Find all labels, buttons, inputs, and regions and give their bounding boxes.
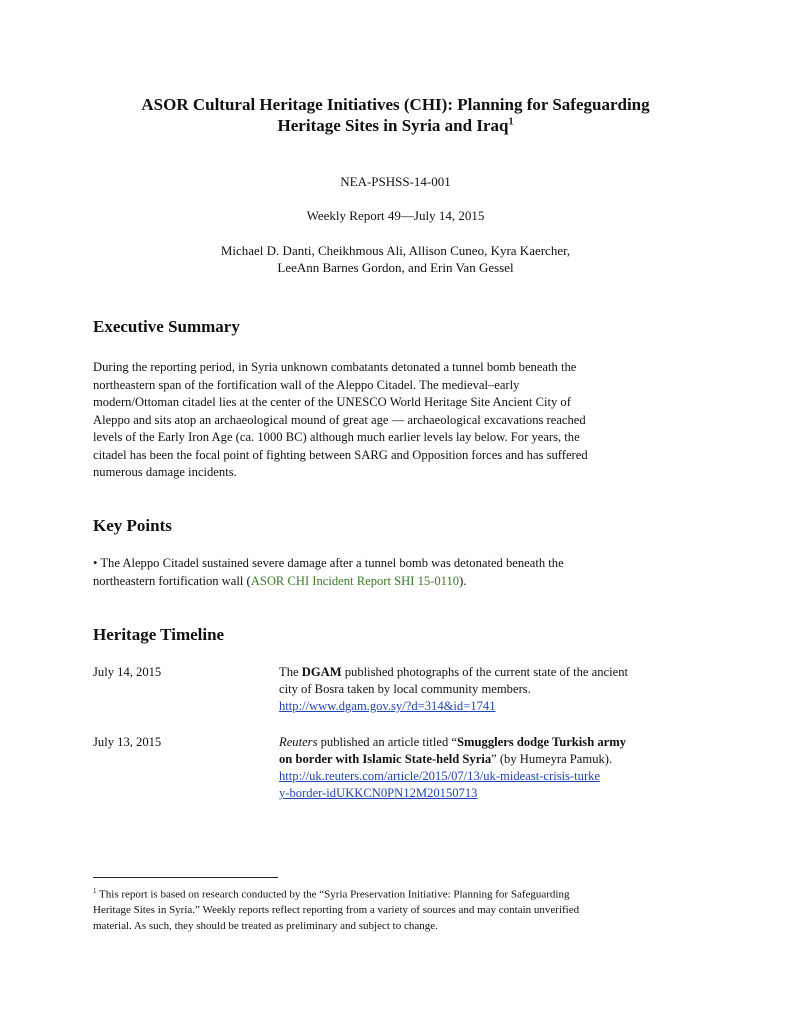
timeline-source-bold: DGAM: [301, 665, 342, 679]
key-point-line-1: • The Aleppo Citadel sustained severe damage after a tunnel bomb was detonated beneath the: [93, 556, 564, 570]
footnote-divider: [93, 877, 278, 878]
summary-line: levels of the Early Iron Age (ca. 1000 BC) although much earlier levels lay below. For years, the: [93, 430, 580, 444]
report-code: NEA-PSHSS-14-001: [340, 174, 451, 189]
executive-summary-heading: Executive Summary: [93, 317, 240, 336]
key-points-heading: Key Points: [93, 516, 172, 535]
summary-line: modern/Ottoman citadel lies at the center of the UNESCO World Heritage Site Ancient City of: [93, 395, 571, 409]
timeline-url-link-cont[interactable]: y-border-idUKKCN0PN12M20150713: [279, 786, 478, 800]
article-title-bold: on border with Islamic State-held Syria: [279, 752, 492, 766]
timeline-date: July 13, 2015: [93, 735, 162, 749]
timeline-url-link[interactable]: http://www.dgam.gov.sy/?d=314&id=1741: [279, 699, 496, 713]
footnote: [93, 884, 713, 934]
timeline-entry-line: [279, 751, 719, 768]
footnote-line: Heritage Sites in Syria.” Weekly reports reflect reporting from a variety of sources and may contain unverified: [93, 904, 580, 917]
timeline-entry-text: [279, 734, 719, 802]
timeline-date: July 14, 2015: [93, 665, 162, 679]
title-footnote-mark: 1: [508, 116, 514, 128]
timeline-source-italic: Reuters: [279, 735, 318, 749]
title-line-2: Heritage Sites in Syria and Iraq: [277, 116, 509, 135]
footnote-line: [93, 884, 713, 903]
timeline-text: published an article titled “: [317, 735, 458, 749]
key-points-body: [93, 555, 705, 590]
authors-line-2: LeeAnn Barnes Gordon, and Erin Van Gessel: [277, 260, 514, 275]
executive-summary-body: [93, 359, 705, 482]
incident-report-link[interactable]: ASOR CHI Incident Report SHI 15-0110: [250, 573, 460, 588]
timeline-text: ” (by Humeyra Pamuk).: [491, 752, 613, 766]
timeline-entry-line: [279, 664, 719, 681]
key-point-text-end: ).: [459, 573, 467, 588]
footnote-line: material. As such, they should be treated as preliminary and subject to change.: [93, 919, 438, 932]
heritage-timeline-heading: Heritage Timeline: [93, 625, 225, 644]
timeline-url-link[interactable]: http://uk.reuters.com/article/2015/07/13/uk-mideast-crisis-turke: [279, 769, 601, 783]
timeline-text: published photographs of the current state of the ancient: [341, 665, 629, 679]
summary-line: Aleppo and sits atop an archaeological mound of great age — archaeological excavations reached: [93, 412, 586, 427]
footnote-mark: 1: [93, 887, 97, 895]
summary-line: citadel has been the focal point of fighting between SARG and Opposition forces and has suffered: [93, 447, 588, 462]
summary-line: During the reporting period, in Syria unknown combatants detonated a tunnel bomb beneath the: [93, 360, 577, 374]
summary-line: northeastern span of the fortification wall of the Aleppo Citadel. The medieval–early: [93, 377, 520, 392]
timeline-entry-text: [279, 664, 719, 715]
title-line-1: ASOR Cultural Heritage Initiatives (CHI): Planning for Safeguarding: [141, 95, 650, 114]
timeline-entry-line: city of Bosra taken by local community members.: [279, 682, 531, 696]
summary-line: numerous damage incidents.: [93, 465, 237, 479]
key-point-line-2: [93, 573, 705, 591]
key-point-text: northeastern fortification wall (: [93, 573, 251, 588]
report-week: Weekly Report 49—July 14, 2015: [306, 208, 485, 223]
authors-line-1: Michael D. Danti, Cheikhmous Ali, Allison Cuneo, Kyra Kaercher,: [220, 243, 571, 258]
timeline-text: The: [279, 665, 302, 679]
document-title: [60, 94, 731, 136]
article-title-bold: Smugglers dodge Turkish army: [457, 735, 627, 749]
footnote-text: This report is based on research conducted by the “Syria Preservation Initiative: Planning for Safeguarding: [96, 888, 570, 901]
authors: [60, 242, 731, 276]
timeline-entry-line: [279, 734, 719, 751]
